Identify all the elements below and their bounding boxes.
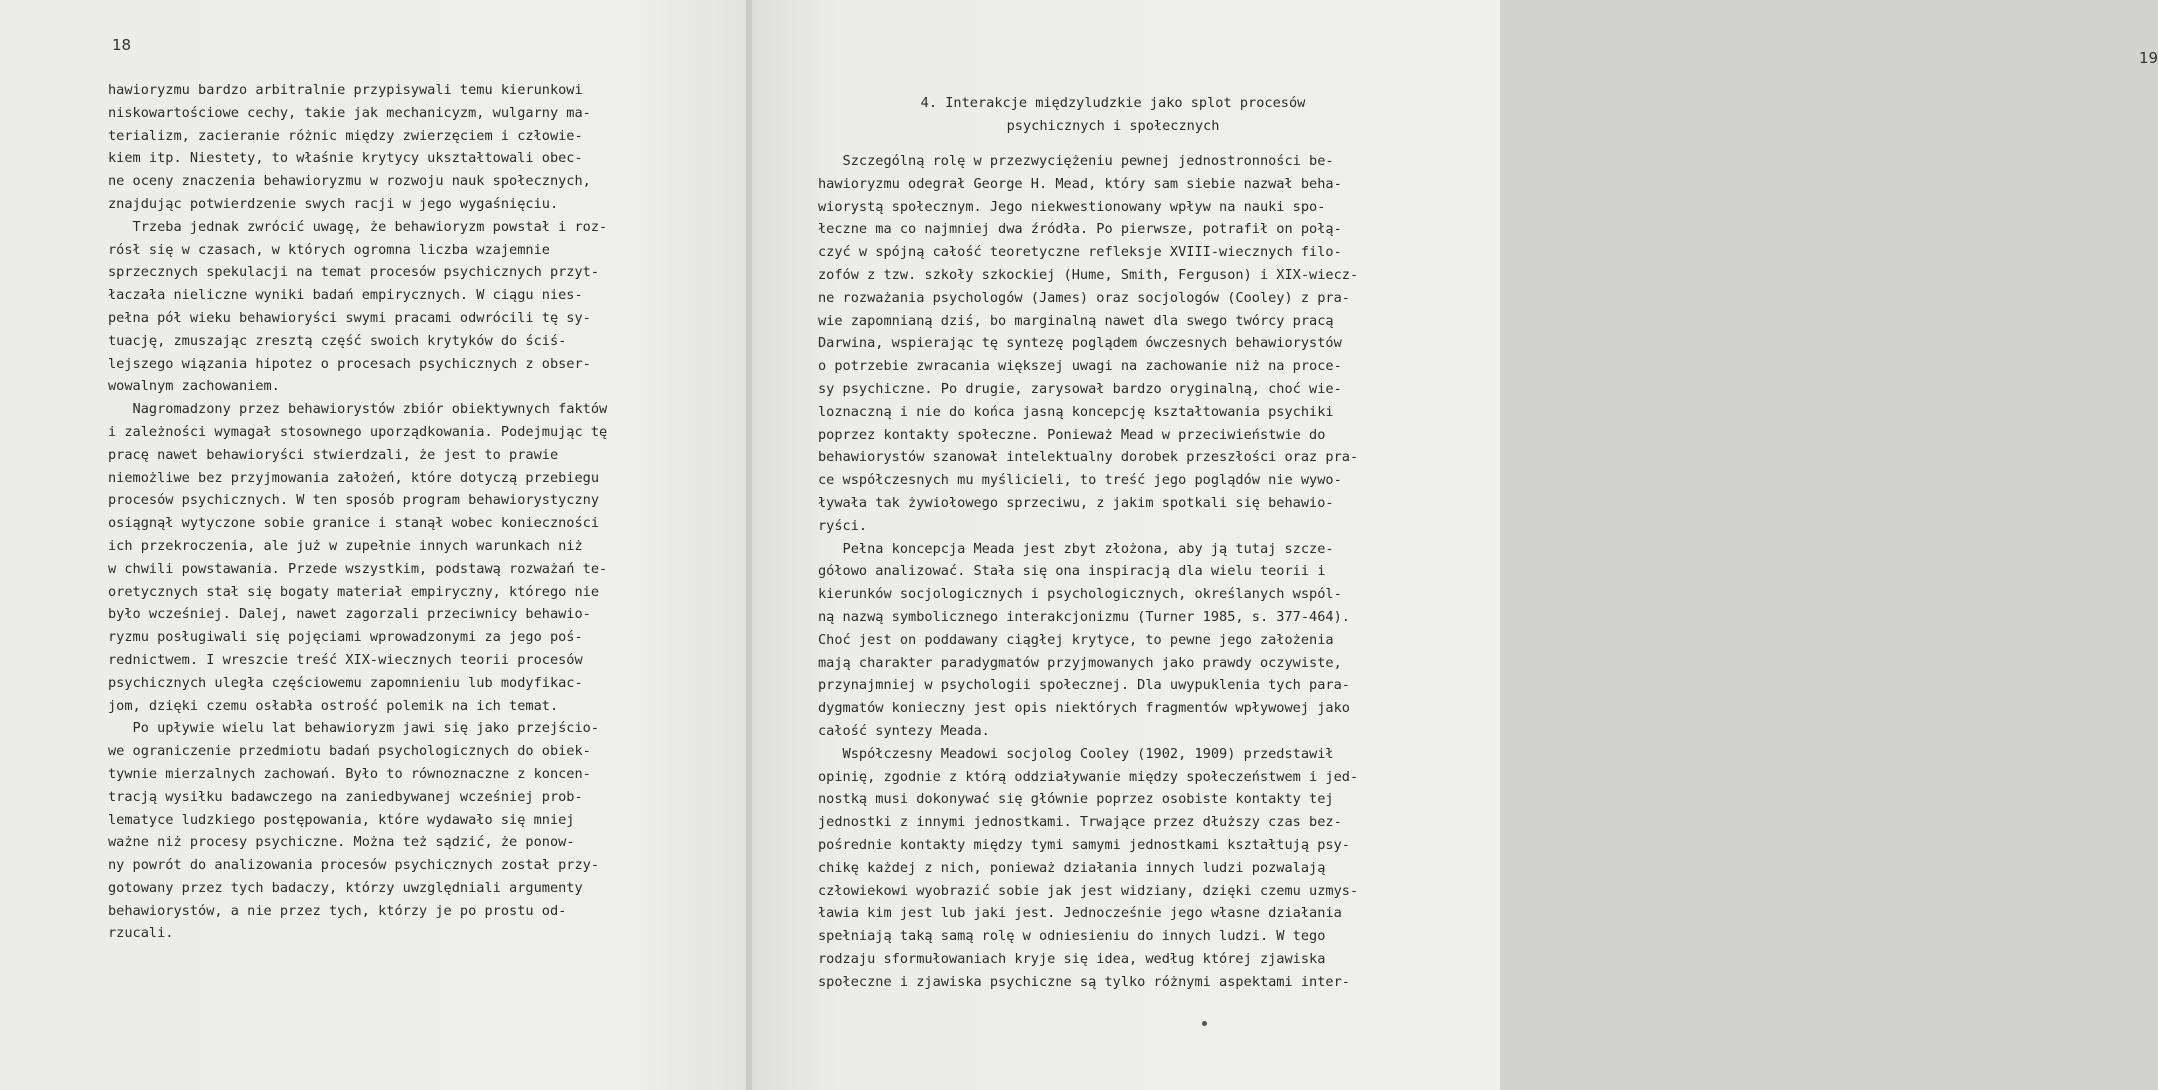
left-page — [0, 0, 748, 1090]
ink-speck — [1202, 1021, 1207, 1026]
page-number-left: 18 — [112, 36, 132, 54]
left-page-body: hawioryzmu bardzo arbitralnie przypisywali temu kierunkowi niskowartościowe cechy, takie jak mechanicyzm, wulgarny ma- terializm, zacieranie różnic między zwierzęciem i człowie- kiem itp. Niestety, to właśnie krytycy ukształtowali obec- ne oceny znaczenia behawioryzmu w rozwoju nauk społecznych, znajdując potwierdzenie swych racji w jego wygaśnięciu. Trzeba jednak zwrócić uwagę, że behawioryzm powstał i roz- rósł się w czasach, w których ogromna liczba wzajemnie sprzecznych spekulacji na temat procesów psychicznych przyt- łaczała nieliczne wyniki badań empirycznych. W ciągu nies- pełna pół wieku behawioryści swymi pracami odwrócili tę sy- tuację, zmuszając zresztą część swoich krytyków do ściś- lejszego wiązania hipotez o procesach psychicznych z obser- wowalnym zachowaniem. Nagromadzony przez behawiorystów zbiór obiektywnych faktów i zależności wymagał stosownego uporządkowania. Podejmując tę pracę nawet behawioryści stwierdzali, że jest to prawie niemożliwe bez przyjmowania założeń, które dotyczą przebiegu procesów psychicznych. W ten sposób program behawiorystyczny osiągnął wytyczone sobie granice i stanął wobec konieczności ich przekroczenia, ale już w zupełnie innych warunkach niż w chwili powstawania. Przede wszystkim, podstawą rozważań te- oretycznych stał się bogaty materiał empiryczny, którego nie było wcześniej. Dalej, nawet zagorzali przeciwnicy behawio- ryzmu posługiwali się pojęciami wprowadzonymi za jego poś- rednictwem. I wreszcie treść XIX-wiecznych teorii procesów psychicznych uległa częściowemu zapomnieniu lub modyfikac- jom, dzięki czemu osłabła ostrość polemik na ich temat. Po upływie wielu lat behawioryzm jawi się jako przejścio- we ograniczenie przedmiotu badań psychologicznych do obiek- tywnie mierzalnych zachowań. Było to równoznaczne z koncen- tracją wysiłku badawczego na zaniedbywanej wcześniej prob- lematyce ludzkiego postępowania, które wydawało się mniej ważne niż procesy psychiczne. Można też sądzić, że ponow- ny powrót do analizowania procesów psychicznych został przy- gotowany przez tych badaczy, którzy uwzględniali argumenty behawiorystów, a nie przez tych, którzy je po prostu od- rzucali. — [108, 82, 608, 942]
page-number-right: 19 — [2139, 49, 2158, 67]
section-heading: 4. Interakcje międzyludzkie jako splot procesów psychicznych i społecznych — [920, 95, 1306, 134]
right-page-body: Szczególną rolę w przezwyciężeniu pewnej jednostronności be- hawioryzmu odegrał George H. Mead, który sam siebie nazwał beha- wiorystą społecznym. Jego niekwestionowany wpływ na nauki spo- łeczne ma co najmniej dwa źródła. Po pierwsze, potrafił on połą- czyć w spójną całość teoretyczne refleksje XVIII-wiecznych filo- zofów z tzw. szkoły szkockiej (Hume, Smith, Ferguson) i XIX-wiecz- ne rozważania psychologów (James) oraz socjologów (Cooley) z pra- wie zapomnianą dziś, bo marginalną nawet dla swego twórcy pracą Darwina, wspierając tę syntezę poglądem ówczesnych behawiorystów o potrzebie zwracania większej uwagi na zachowanie niż na proce- sy psychiczne. Po drugie, zarysował bardzo oryginalną, choć wie- loznaczną i nie do końca jasną koncepcję kształtowania psychiki poprzez kontakty społeczne. Ponieważ Mead w przeciwieństwie do behawiorystów szanował intelektualny dorobek przeszłości oraz pra- ce współczesnych mu myślicieli, to treść jego poglądów nie wywo- ływała tak żywiołowego sprzeciwu, z jakim spotkali się behawio- ryści. Pełna koncepcja Meada jest zbyt złożona, aby ją tutaj szcze- gółowo analizować. Stała się ona inspiracją dla wielu teorii i kierunków socjologicznych i psychologicznych, określanych wspól- ną nazwą symbolicznego interakcjonizmu (Turner 1985, s. 377-464). Choć jest on poddawany ciągłej krytyce, to pewne jego założenia mają charakter paradygmatów przyjmowanych jako prawdy oczywiste, przynajmniej w psychologii społecznej. Dla uwypuklenia tych para- dygmatów konieczny jest opis niektórych fragmentów wpływowej jako całość syntezy Meada. Współczesny Meadowi socjolog Cooley (1902, 1909) przedstawił opinię, zgodnie z którą oddziaływanie między społeczeństwem i jed- nostką musi dokonywać się głównie poprzez osobiste kontakty tej jednostki z innymi jednostkami. Trwające przez dłuższy czas bez- pośrednie kontakty między tymi samymi jednostkami kształtują psy- chikę każdej z nich, ponieważ działania innych ludzi pozwalają człowiekowi wyobrazić sobie jak jest widziany, dzięki czemu uzmys- ławia kim jest lub jaki jest. Jednocześnie jego własne działania spełniają taką samą rolę w odniesieniu do innych ludzi. W tego rodzaju sformułowaniach kryje się idea, według której zjawiska społeczne i zjawiska psychiczne są tylko różnymi aspektami inter- — [818, 153, 1359, 990]
